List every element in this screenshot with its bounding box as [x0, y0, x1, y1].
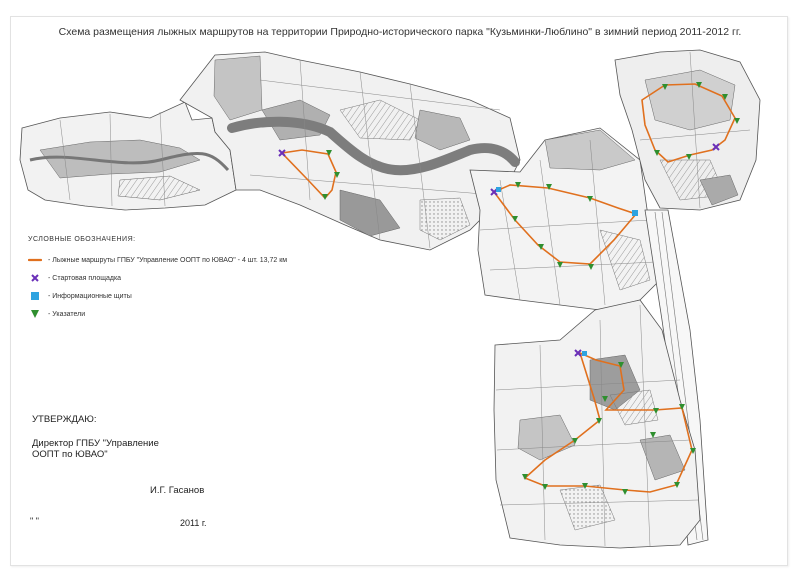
signature-name: И.Г. Гасанов	[150, 485, 205, 496]
park-central-section	[180, 52, 520, 250]
director-line: ООПТ по ЮВАО"	[32, 449, 108, 460]
approval-heading: УТВЕРЖДАЮ:	[32, 414, 97, 425]
date-day-quotes: " "	[30, 516, 39, 526]
legend-item-pointer	[28, 305, 287, 323]
legend-label: - Стартовая площадка	[48, 274, 122, 282]
info-board-marker	[582, 351, 587, 356]
info-board-marker	[496, 187, 501, 192]
info-board-marker	[632, 210, 638, 216]
legend-label: - Указатели	[48, 310, 86, 318]
pointer-triangle-icon	[28, 309, 42, 319]
start-cross-icon	[28, 273, 42, 283]
director-line: Директор ГПБУ "Управление	[32, 438, 159, 449]
info-board-icon	[28, 291, 42, 301]
legend	[28, 236, 287, 323]
route-line-icon	[28, 257, 42, 263]
legend-item-route	[28, 251, 287, 269]
director-title	[32, 438, 159, 460]
park-west-section	[20, 102, 236, 210]
legend-heading: УСЛОВНЫЕ ОБОЗНАЧЕНИЯ:	[28, 236, 136, 243]
legend-label: - Лыжные маршруты ГПБУ "Управление ООПТ по ЮВАО" - 4 шт. 13,72 км	[48, 256, 288, 264]
legend-item-start	[28, 269, 287, 287]
legend-item-info	[28, 287, 287, 305]
date-year: 2011 г.	[180, 518, 207, 528]
legend-label: - Информационные щиты	[48, 292, 132, 300]
map-title: Схема размещения лыжных маршрутов на территории Природно-исторического парка "Кузьминки-Люблино" в зимний период 2011-2012 гг.	[58, 26, 742, 38]
